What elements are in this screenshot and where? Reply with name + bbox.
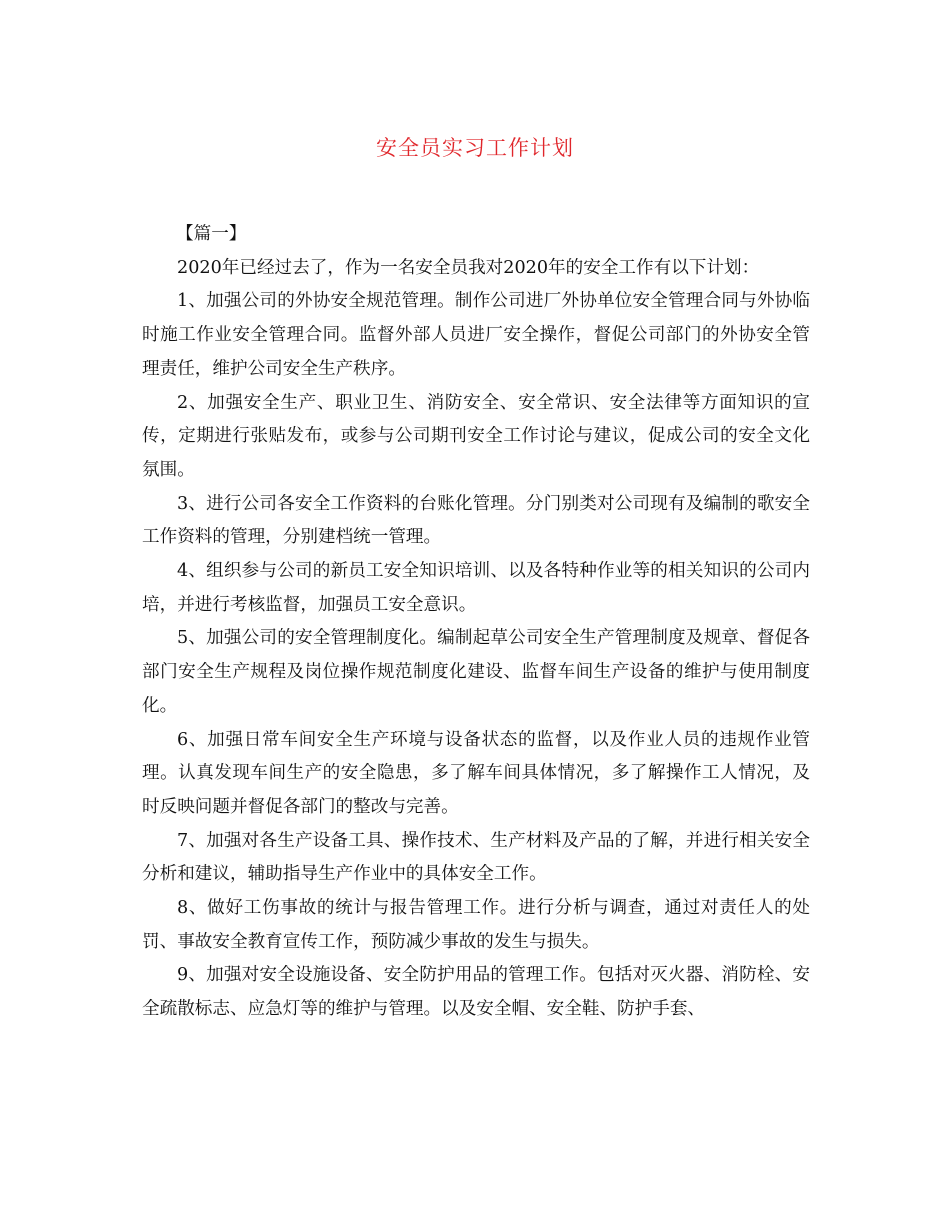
plan-item-8: 8、做好工伤事故的统计与报告管理工作。进行分析与调查，通过对责任人的处罚、事故安全教育宣传工作，预防减少事故的发生与损失。 xyxy=(142,898,810,952)
intro-paragraph: 2020年已经过去了，作为一名安全员我对2020年的安全工作有以下计划： xyxy=(177,257,760,278)
document-title: 安全员实习工作计划 xyxy=(376,136,574,160)
section-label: 【篇一】 xyxy=(176,224,247,244)
document-body xyxy=(142,218,810,1027)
plan-item-2: 2、加强安全生产、职业卫生、消防安全、安全常识、安全法律等方面知识的宣传，定期进行张贴发布，或参与公司期刊安全工作讨论与建议，促成公司的安全文化氛围。 xyxy=(142,392,810,480)
plan-item-7: 7、加强对各生产设备工具、操作技术、生产材料及产品的了解，并进行相关安全分析和建议，辅助指导生产作业中的具体安全工作。 xyxy=(142,830,810,885)
plan-item-4: 4、组织参与公司的新员工安全知识培训、以及各特种作业等的相关知识的公司内培，并进行考核监督，加强员工安全意识。 xyxy=(142,561,810,615)
plan-item-1: 1、加强公司的外协安全规范管理。制作公司进厂外协单位安全管理合同与外协临时施工作业安全管理合同。监督外部人员进厂安全操作，督促公司部门的外协安全管理责任，维护公司安全生产秩序。 xyxy=(142,291,810,379)
plan-item-5: 5、加强公司的安全管理制度化。编制起草公司安全生产管理制度及规章、督促各部门安全生产规程及岗位操作规范制度化建设、监督车间生产设备的维护与使用制度化。 xyxy=(142,628,810,716)
plan-item-6: 6、加强日常车间安全生产环境与设备状态的监督，以及作业人员的违规作业管理。认真发现车间生产的安全隐患，多了解车间具体情况，多了解操作工人情况，及时反映问题并督促各部门的整改与完善。 xyxy=(142,729,810,817)
plan-item-9: 9、加强对安全设施设备、安全防护用品的管理工作。包括对灭火器、消防栓、安全疏散标志、应急灯等的维护与管理。以及安全帽、安全鞋、防护手套、 xyxy=(142,965,810,1020)
plan-item-3: 3、进行公司各安全工作资料的台账化管理。分门别类对公司现有及编制的歌安全工作资料的管理，分别建档统一管理。 xyxy=(142,493,810,548)
